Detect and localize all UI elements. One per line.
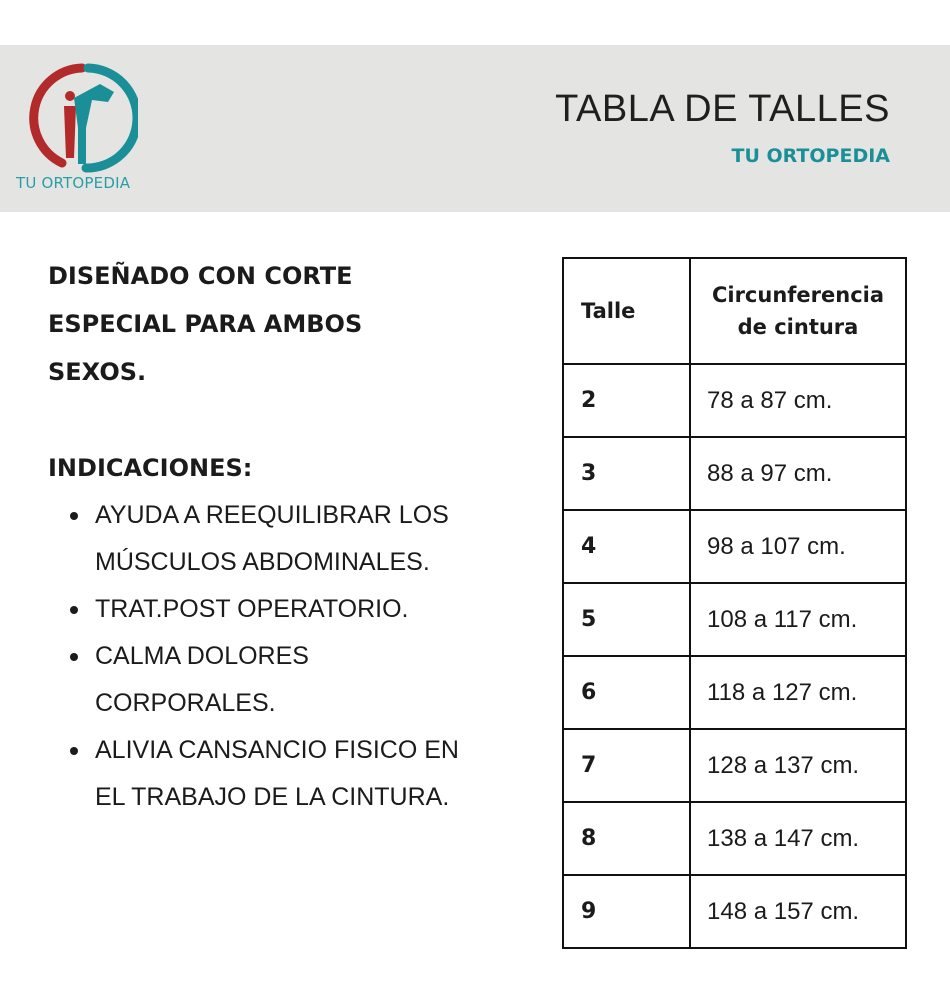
intro-text: DISEÑADO CON CORTE ESPECIAL PARA AMBOS SEXOS. [48,262,363,386]
bullet-icon [70,606,78,614]
table-header-row [563,258,906,364]
range-cell: 118 a 127 cm. [690,656,906,729]
indication-item: TRAT.POST OPERATORIO. [48,586,478,633]
indications-list [48,492,478,821]
indications-heading: INDICACIONES: [48,454,253,482]
logo-text: TU ORTOPEDIA [16,174,131,192]
size-cell: 3 [563,437,690,510]
indication-item: AYUDA A REEQUILIBRAR LOS MÚSCULOS ABDOMINALES. [48,492,478,586]
table-row [563,729,906,802]
range-cell: 78 a 87 cm. [690,364,906,437]
table-row [563,875,906,948]
range-cell: 138 a 147 cm. [690,802,906,875]
range-cell: 88 a 97 cm. [690,437,906,510]
size-column-header: Talle [563,258,690,364]
size-cell: 9 [563,875,690,948]
size-cell: 7 [563,729,690,802]
waist-column-header: Circunferencia de cintura [690,258,906,364]
size-cell: 8 [563,802,690,875]
bullet-icon [70,747,78,755]
table-row [563,364,906,437]
product-description [48,252,478,821]
page-title: TABLA DE TALLES [555,88,890,130]
indication-item: ALIVIA CANSANCIO FISICO EN EL TRABAJO DE LA CINTURA. [48,727,478,821]
table-row [563,437,906,510]
table-row [563,583,906,656]
bullet-icon [70,653,78,661]
size-table [562,257,907,949]
orthopedic-figure-logo-icon [26,62,138,174]
size-cell: 6 [563,656,690,729]
size-cell: 4 [563,510,690,583]
table-row [563,510,906,583]
size-cell: 2 [563,364,690,437]
range-cell: 148 a 157 cm. [690,875,906,948]
table-row [563,802,906,875]
table-row [563,656,906,729]
bullet-icon [70,512,78,520]
size-cell: 5 [563,583,690,656]
indication-item: CALMA DOLORES CORPORALES. [48,633,478,727]
page-subtitle: TU ORTOPEDIA [731,145,890,167]
brand-logo [12,58,152,198]
range-cell: 108 a 117 cm. [690,583,906,656]
range-cell: 98 a 107 cm. [690,510,906,583]
range-cell: 128 a 137 cm. [690,729,906,802]
